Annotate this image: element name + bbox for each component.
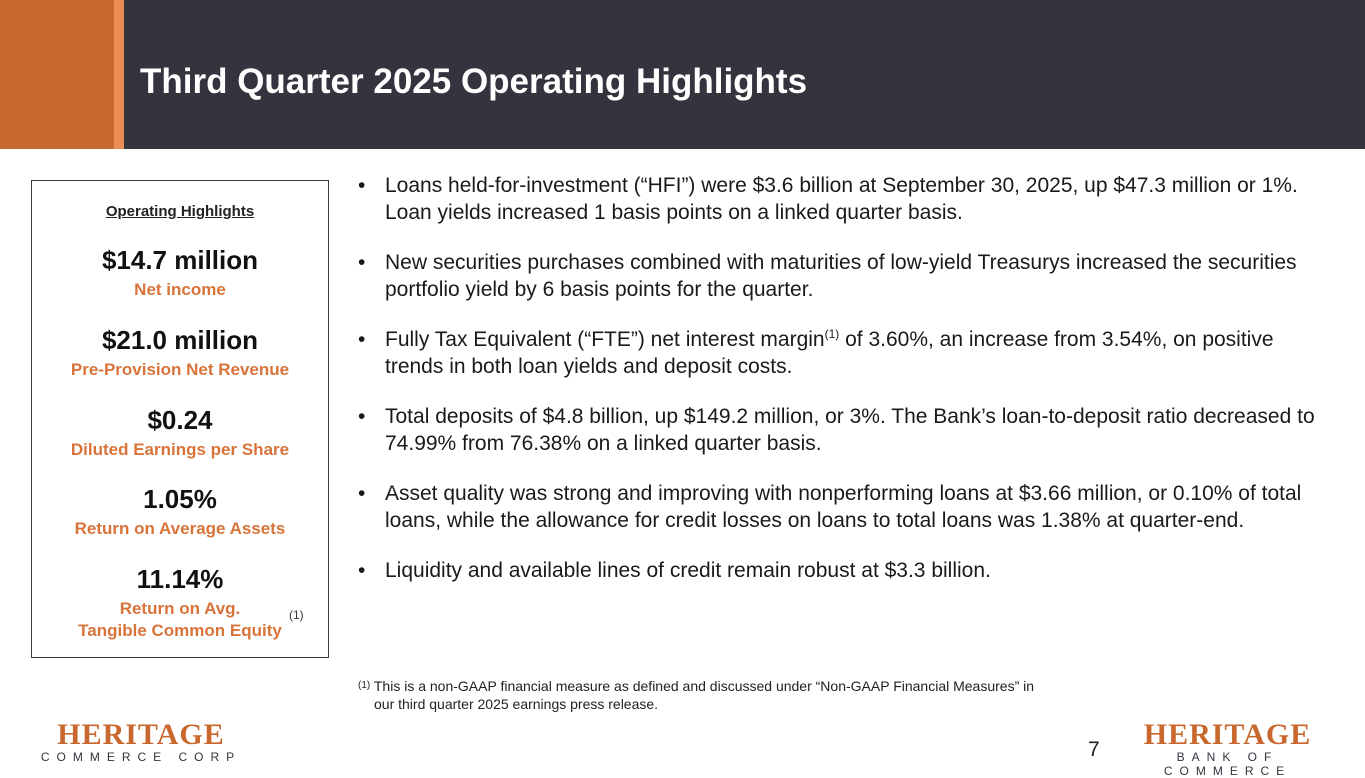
metric-label: Return on Average Assets	[74, 519, 286, 538]
metric-value: $21.0 million	[101, 325, 259, 355]
bullet-asset-quality	[358, 480, 1318, 534]
header-accent-stripe	[114, 0, 124, 149]
logo-subtitle: BANK OF COMMERCE	[1163, 750, 1292, 778]
footnote-mark: (1)	[358, 680, 371, 691]
operating-highlights-box	[31, 180, 329, 658]
metric-value: $0.24	[147, 405, 213, 435]
bullet-liquidity	[358, 557, 1318, 584]
metric-value: 11.14%	[136, 564, 224, 594]
slide-header	[0, 0, 1365, 149]
footnote-reference: (1)	[289, 608, 304, 622]
footnote-line: our third quarter 2025 earnings press release.	[374, 696, 659, 712]
slide-title: Third Quarter 2025 Operating Highlights	[140, 62, 808, 101]
bullet-text: New securities purchases combined with maturities of low-yield Treasurys increased the securities portfolio yield by 6 basis points for the quarter.	[385, 251, 1297, 301]
bullet-text: Loans held-for-investment (“HFI”) were $3.6 billion at September 30, 2025, up $47.3 million or 1%. Loan yields increased 1 basis points on a linked quarter basis.	[385, 174, 1298, 224]
logo-subtitle: COMMERCE CORP	[40, 750, 242, 764]
metric-value: 1.05%	[143, 484, 217, 514]
metric-net-income	[32, 245, 328, 301]
bullet-text: of 3.60%, an increase from 3.54%, on positive trends in both loan yields and deposit costs.	[385, 328, 1274, 378]
metric-eps	[32, 405, 328, 461]
metric-label: Tangible Common Equity	[78, 621, 282, 640]
metric-rotce	[32, 564, 328, 642]
page-number: 7	[1088, 738, 1100, 761]
bullet-dot: •	[358, 251, 366, 274]
metric-ppnr	[32, 325, 328, 381]
bullet-deposits	[358, 403, 1318, 457]
bullet-text: Total deposits of $4.8 billion, up $149.2 million, or 3%. The Bank’s loan-to-deposit ratio decreased to 74.99% from 76.38% on a linked quarter basis.	[385, 405, 1315, 455]
bullet-dot: •	[358, 174, 366, 197]
heritage-commerce-corp-logo	[36, 720, 246, 764]
header-accent-block	[0, 0, 114, 149]
bullet-dot: •	[358, 328, 366, 351]
bullet-text: Liquidity and available lines of credit remain robust at $3.3 billion.	[385, 559, 991, 582]
bullet-dot: •	[358, 559, 366, 582]
metric-roaa	[32, 484, 328, 540]
bullet-dot: •	[358, 482, 366, 505]
bullet-loans	[358, 172, 1318, 226]
logo-wordmark: HERITAGE	[57, 718, 225, 751]
box-heading: Operating Highlights	[105, 203, 255, 220]
metric-label: Diluted Earnings per Share	[70, 440, 290, 459]
logo-wordmark: HERITAGE	[1143, 718, 1312, 751]
footnote-superscript: (1)	[824, 327, 840, 341]
metric-value: $14.7 million	[101, 245, 259, 275]
heritage-bank-of-commerce-logo	[1120, 720, 1335, 778]
metric-label: Pre-Provision Net Revenue	[70, 360, 290, 379]
highlights-bullet-list	[358, 172, 1318, 584]
bullet-text: Asset quality was strong and improving with nonperforming loans at $3.66 million, or 0.10% of total loans, while the allowance for credit losses on loans to total loans was 1.38% at quarter-end.	[385, 482, 1302, 532]
bullet-text: Fully Tax Equivalent (“FTE”) net interest margin	[385, 328, 825, 351]
bullet-securities	[358, 249, 1318, 303]
footnote-line: This is a non-GAAP financial measure as defined and discussed under “Non-GAAP Financial Measures” in	[370, 678, 1035, 694]
slide-footnote	[358, 677, 1118, 713]
metric-label: Return on Avg.	[119, 599, 241, 618]
bullet-dot: •	[358, 405, 366, 428]
metric-label: Net income	[134, 280, 226, 299]
bullet-nim	[358, 326, 1318, 380]
